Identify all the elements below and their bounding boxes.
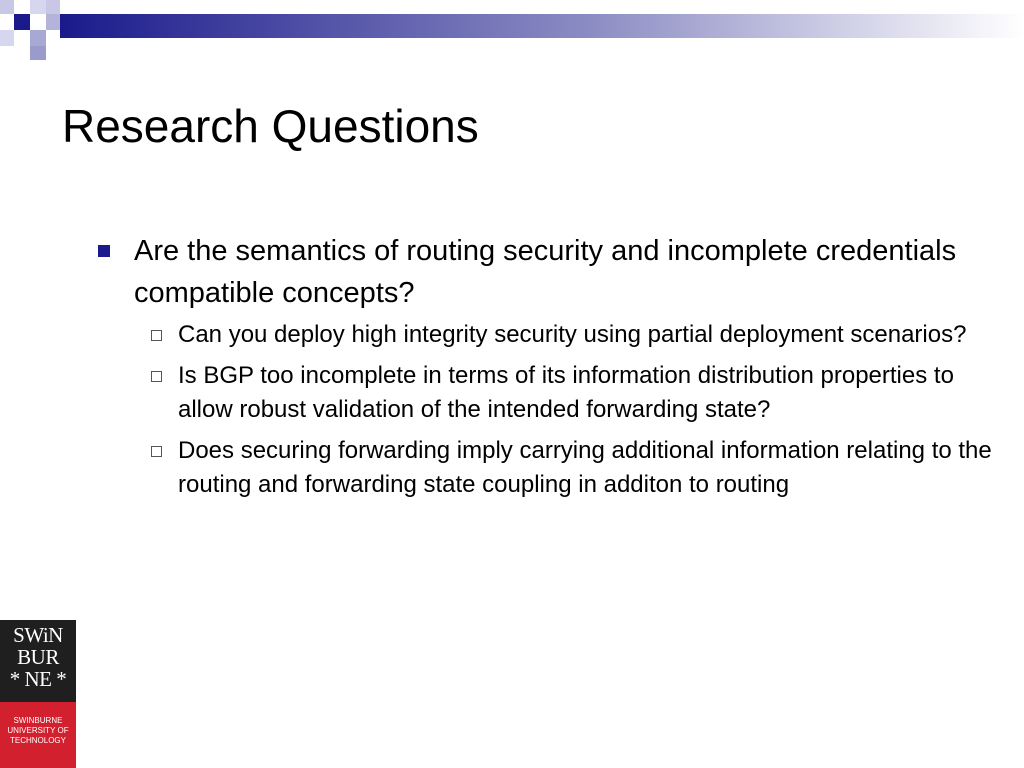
hollow-square-bullet-icon bbox=[151, 371, 162, 382]
logo-wordmark bbox=[0, 620, 76, 702]
logo-line: BUR bbox=[17, 645, 59, 669]
sub-bullet-list bbox=[134, 318, 998, 502]
deco-square-light bbox=[0, 0, 14, 14]
deco-square-mid bbox=[46, 14, 60, 30]
sub-bullet-text: Can you deploy high integrity security using partial deployment scenarios? bbox=[178, 321, 967, 348]
slide-title: Research Questions bbox=[62, 100, 479, 152]
square-bullet-icon bbox=[98, 245, 110, 257]
logo-subtitle bbox=[0, 702, 76, 768]
bullet-text: Are the semantics of routing security and incomplete credentials compatible concepts? bbox=[134, 235, 957, 309]
sub-bullet-text: Is BGP too incomplete in terms of its information distribution properties to allow robust validation of the intended forwarding state? bbox=[178, 362, 954, 423]
sub-bullet-item bbox=[134, 318, 998, 352]
deco-square-mid bbox=[30, 46, 46, 60]
deco-square-navy bbox=[14, 14, 30, 30]
swinburne-logo bbox=[0, 620, 76, 768]
logo-line: SWiN bbox=[13, 623, 63, 647]
top-decoration bbox=[0, 0, 1024, 62]
deco-square-light bbox=[30, 0, 46, 14]
logo-sub-line: TECHNOLOGY bbox=[9, 736, 66, 745]
bullet-list bbox=[98, 230, 998, 509]
sub-bullet-item bbox=[134, 359, 998, 427]
logo-line: * NE * bbox=[9, 667, 67, 691]
logo-sub-line: SWINBURNE bbox=[13, 716, 63, 725]
bullet-item bbox=[98, 230, 998, 502]
hollow-square-bullet-icon bbox=[151, 330, 162, 341]
hollow-square-bullet-icon bbox=[151, 446, 162, 457]
decorative-squares bbox=[0, 0, 1024, 62]
deco-square-mid bbox=[30, 30, 46, 46]
sub-bullet-item bbox=[134, 434, 998, 502]
sub-bullet-text: Does securing forwarding imply carrying additional information relating to the routing and forwarding state coupling in additon to routing bbox=[178, 437, 992, 498]
top-gradient-bar bbox=[60, 14, 1024, 38]
deco-square-light bbox=[46, 0, 60, 14]
deco-square-light bbox=[0, 30, 14, 46]
logo-sub-line: UNIVERSITY OF bbox=[7, 726, 69, 735]
